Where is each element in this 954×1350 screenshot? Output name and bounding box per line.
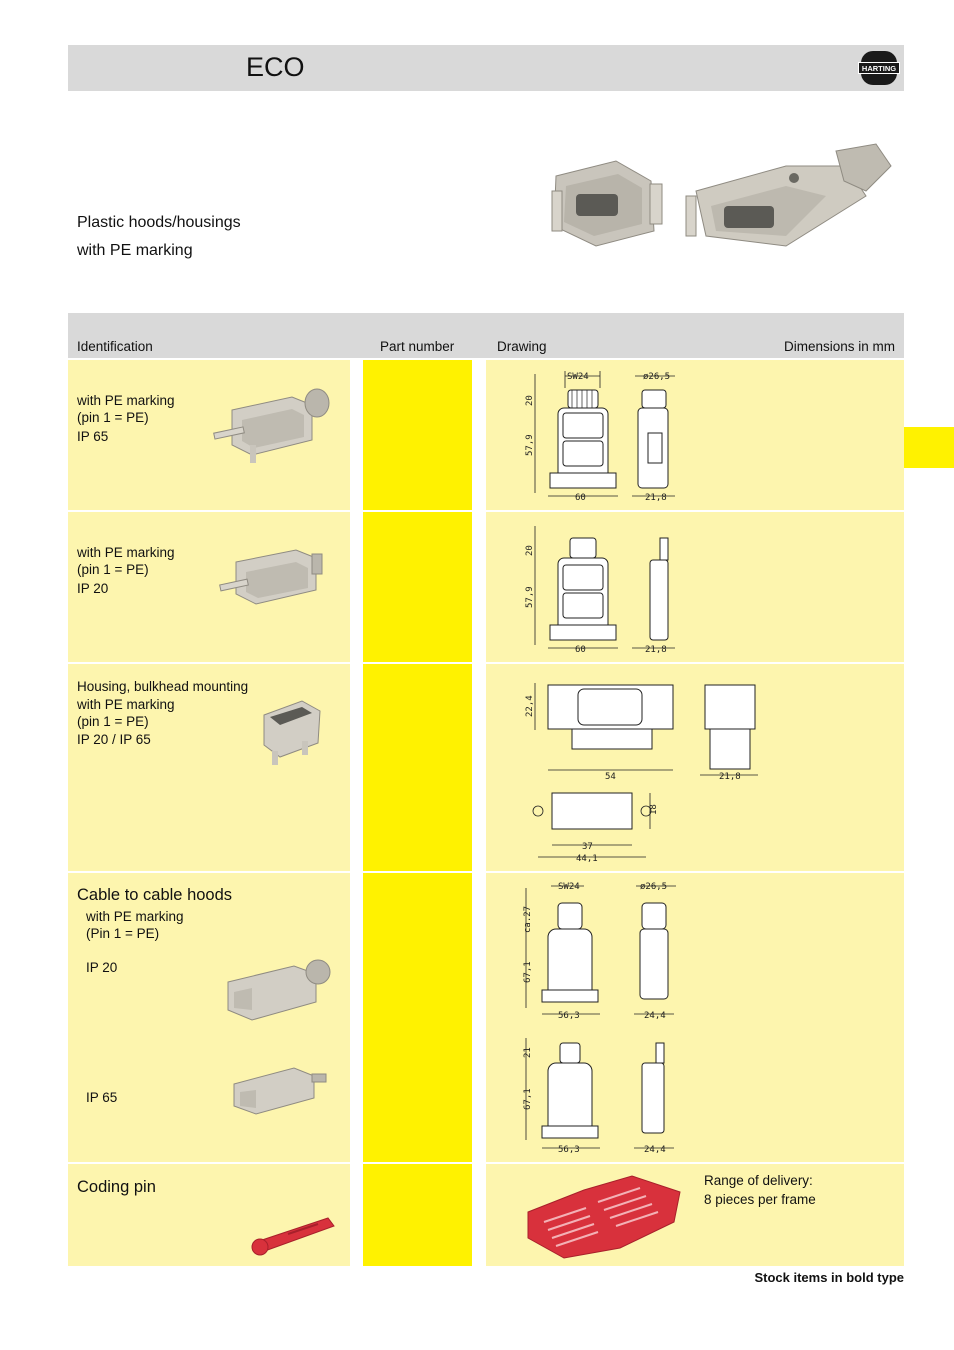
row-2-depth: 21,8 xyxy=(645,645,667,655)
row-3-dimension-drawing xyxy=(520,675,770,865)
row-5-heading: Coding pin xyxy=(77,1178,156,1196)
delivery-info: Range of delivery: 8 pieces per frame xyxy=(704,1173,816,1207)
intro-line-1: Plastic hoods/housings xyxy=(77,214,241,231)
row-2-text: with PE marking (pin 1 = PE) IP 20 xyxy=(77,545,175,596)
row-1-depth: 21,8 xyxy=(645,493,667,503)
harting-logo xyxy=(858,48,900,88)
cable-hood-ip65-photo xyxy=(230,1062,330,1118)
hood-ip65-photo xyxy=(212,385,332,465)
intro-line-2: with PE marking xyxy=(77,242,193,259)
row-4-text: with PE marking (Pin 1 = PE) xyxy=(86,909,184,941)
row-3-height: 22,4 xyxy=(525,695,535,717)
coding-pin-frame-photo xyxy=(524,1172,684,1260)
row-2-h2: 57,9 xyxy=(525,586,535,608)
row-2-dimension-drawing xyxy=(520,520,700,658)
row-1-diameter: ø26,5 xyxy=(643,372,671,382)
row-4-sw: SW24 xyxy=(558,882,580,892)
row-4-upper-width: 56,3 xyxy=(558,1011,580,1021)
row-4-upper-h1: ca.27 xyxy=(523,905,533,933)
page-title: ECO xyxy=(246,52,305,82)
row-1-dimension-drawing xyxy=(520,368,700,506)
column-identification: Identification xyxy=(77,339,153,354)
row-4-lower-h1: 21 xyxy=(523,1047,533,1058)
row-3-part-number xyxy=(363,664,472,871)
logo-text: HARTING xyxy=(861,64,897,73)
page-header-bar xyxy=(68,45,904,91)
bulkhead-housing-photo xyxy=(258,695,324,767)
row-1-text: with PE marking (pin 1 = PE) IP 65 xyxy=(77,393,175,444)
row-4-part-number xyxy=(363,873,472,1162)
row-3-text: Housing, bulkhead mounting with PE marking (pin 1 = PE) IP 20 / IP 65 xyxy=(77,679,249,747)
row-2-width: 60 xyxy=(575,645,586,655)
row-4-dimension-drawing xyxy=(516,878,706,1160)
column-part-number: Part number xyxy=(380,339,455,354)
row-4-lower-h2: 67,1 xyxy=(523,1088,533,1110)
row-3-cutout-total: 44,1 xyxy=(576,854,598,864)
column-drawing: Drawing xyxy=(497,339,547,354)
row-5-part-number xyxy=(363,1164,472,1266)
column-dimensions: Dimensions in mm xyxy=(783,339,895,354)
coding-pin-photo xyxy=(248,1212,338,1260)
cable-hood-ip20-photo xyxy=(222,958,332,1024)
row-4-upper-depth: 24,4 xyxy=(644,1011,666,1021)
table-header xyxy=(68,313,904,358)
row-3-cutout-height: 18 xyxy=(649,804,659,815)
stock-items-note: Stock items in bold type xyxy=(754,1270,904,1285)
row-1-sw: SW24 xyxy=(567,372,589,382)
row-4-ip65: IP 65 xyxy=(86,1090,118,1105)
row-4-heading: Cable to cable hoods xyxy=(77,886,233,904)
row-2-part-number xyxy=(363,512,472,662)
row-3-depth: 21,8 xyxy=(719,772,741,782)
row-4-upper-h2: 67,1 xyxy=(523,961,533,983)
row-4-upper-diameter: ø26,5 xyxy=(640,882,668,892)
row-1-part-number xyxy=(363,360,472,510)
product-photo xyxy=(546,136,900,266)
row-4-lower-depth: 24,4 xyxy=(644,1145,666,1155)
row-3-width: 54 xyxy=(605,772,616,782)
row-3-cutout-width: 37 xyxy=(582,842,593,852)
section-tab-marker xyxy=(904,427,954,468)
row-1-width: 60 xyxy=(575,493,586,503)
row-1-h2: 57,9 xyxy=(525,434,535,456)
hood-ip20-photo xyxy=(218,540,333,612)
row-1-h1: 20 xyxy=(525,395,535,406)
row-4-ip20: IP 20 xyxy=(86,960,118,975)
row-4-lower-width: 56,3 xyxy=(558,1145,580,1155)
row-2-h1: 20 xyxy=(525,545,535,556)
